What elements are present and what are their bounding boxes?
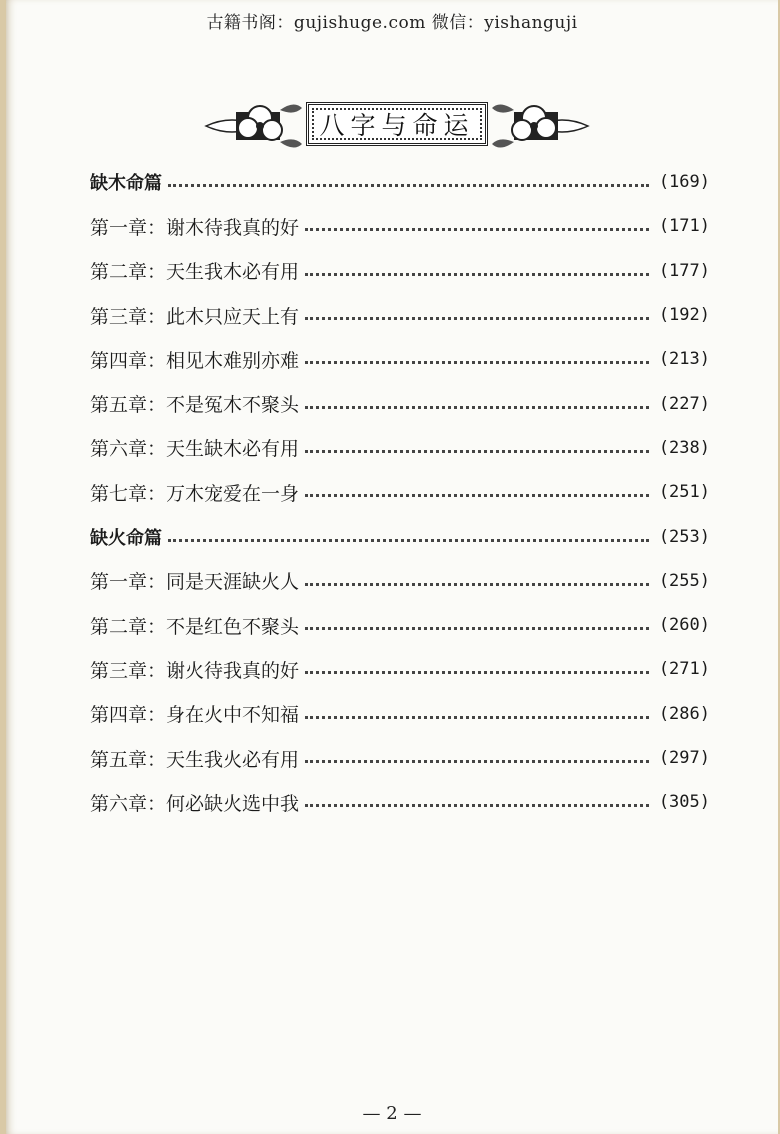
dot-leader xyxy=(168,183,649,187)
dot-leader xyxy=(305,670,649,674)
toc-chapter-entry[interactable] xyxy=(90,337,710,381)
toc-entry-title: 第四章：相见木难别亦难 xyxy=(90,349,300,372)
toc-chapter-entry[interactable] xyxy=(90,204,710,248)
toc-chapter-entry[interactable] xyxy=(90,249,710,293)
toc-entry-page-number: (213) xyxy=(658,349,710,370)
book-page xyxy=(6,0,778,1134)
dot-leader xyxy=(305,493,649,497)
toc-chapter-entry[interactable] xyxy=(90,293,710,337)
toc-entry-title: 第五章：天生我火必有用 xyxy=(90,748,300,771)
toc-chapter-entry[interactable] xyxy=(90,426,710,470)
dot-leader xyxy=(305,759,649,763)
table-of-contents xyxy=(90,160,710,824)
toc-entry-title: 第一章：谢木待我真的好 xyxy=(90,216,300,239)
toc-chapter-entry[interactable] xyxy=(90,603,710,647)
toc-chapter-entry[interactable] xyxy=(90,559,710,603)
toc-entry-page-number: (271) xyxy=(658,659,710,680)
toc-entry-page-number: (238) xyxy=(658,437,710,458)
book-title: 八字与命运 xyxy=(319,111,475,140)
toc-chapter-entry[interactable] xyxy=(90,647,710,691)
toc-entry-title: 第四章：身在火中不知福 xyxy=(90,704,300,727)
flower-ornament-left-icon xyxy=(202,96,306,154)
toc-entry-title: 第二章：天生我木必有用 xyxy=(90,261,300,284)
toc-chapter-entry[interactable] xyxy=(90,736,710,780)
title-banner xyxy=(202,96,592,154)
toc-chapter-entry[interactable] xyxy=(90,780,710,824)
dot-leader xyxy=(305,360,649,364)
toc-entry-title: 缺木命篇 xyxy=(90,173,162,195)
toc-entry-page-number: (286) xyxy=(658,703,710,724)
dot-leader xyxy=(168,538,649,542)
toc-entry-title: 第五章：不是冤木不聚头 xyxy=(90,394,300,417)
toc-entry-title: 第七章：万木宠爱在一身 xyxy=(90,482,300,505)
dot-leader xyxy=(305,626,649,630)
toc-entry-title: 缺火命篇 xyxy=(90,527,162,549)
toc-section-entry[interactable] xyxy=(90,514,710,558)
toc-entry-title: 第一章：同是天涯缺火人 xyxy=(90,571,300,594)
toc-entry-title: 第三章：谢火待我真的好 xyxy=(90,659,300,682)
toc-entry-page-number: (297) xyxy=(658,748,710,768)
toc-entry-title: 第六章：天生缺木必有用 xyxy=(90,438,300,461)
dot-leader xyxy=(305,316,649,320)
watermark-text: 古籍书阁：gujishuge.com 微信：yishanguji xyxy=(206,13,578,33)
title-frame xyxy=(306,102,488,146)
toc-chapter-entry[interactable] xyxy=(90,692,710,736)
toc-entry-page-number: (260) xyxy=(658,615,710,636)
toc-entry-title: 第二章：不是红色不聚头 xyxy=(90,615,300,638)
toc-entry-page-number: (192) xyxy=(658,305,710,326)
toc-entry-title: 第三章：此木只应天上有 xyxy=(90,305,300,328)
dot-leader xyxy=(305,803,649,807)
dot-leader xyxy=(305,227,649,231)
toc-entry-page-number: (169) xyxy=(658,172,710,193)
dot-leader xyxy=(305,272,649,276)
toc-entry-page-number: (171) xyxy=(658,216,710,237)
toc-entry-page-number: (255) xyxy=(658,570,710,591)
toc-chapter-entry[interactable] xyxy=(90,470,710,514)
toc-entry-page-number: (305) xyxy=(658,792,710,813)
toc-entry-title: 第六章：何必缺火选中我 xyxy=(90,792,300,815)
dot-leader xyxy=(305,449,649,453)
toc-entry-page-number: (227) xyxy=(658,393,710,414)
flower-ornament-right-icon xyxy=(488,96,592,154)
toc-section-entry[interactable] xyxy=(90,160,710,204)
toc-entry-page-number: (251) xyxy=(658,482,710,503)
toc-entry-page-number: (177) xyxy=(658,260,710,281)
page-number: — 2 — xyxy=(362,1103,422,1124)
dot-leader xyxy=(305,405,649,409)
dot-leader xyxy=(305,582,649,586)
dot-leader xyxy=(305,715,649,719)
toc-entry-page-number: (253) xyxy=(658,526,710,547)
toc-chapter-entry[interactable] xyxy=(90,381,710,425)
